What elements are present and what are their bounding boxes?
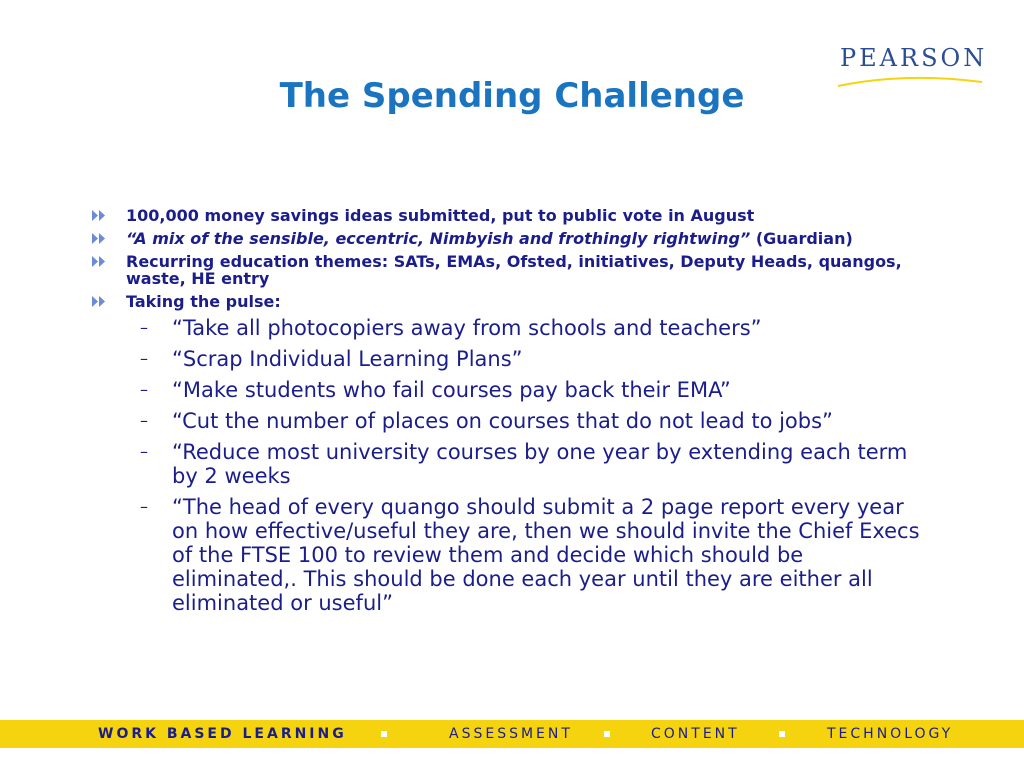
dash-bullet: – bbox=[140, 411, 148, 430]
slide-content bbox=[92, 207, 942, 622]
dash-bullet: – bbox=[140, 349, 148, 368]
bullet-item bbox=[92, 230, 942, 247]
sub-bullet-item bbox=[140, 378, 932, 402]
bullet-item bbox=[92, 293, 942, 310]
double-arrow-bullet-icon bbox=[92, 210, 108, 221]
bullet-text: Taking the pulse: bbox=[126, 292, 281, 311]
footer-content: CONTENT bbox=[651, 726, 740, 742]
double-arrow-bullet-icon bbox=[92, 256, 108, 267]
bullet-item bbox=[92, 253, 942, 287]
footer-assessment: ASSESSMENT bbox=[449, 726, 573, 742]
dash-bullet: – bbox=[140, 380, 148, 399]
bullet-text: Recurring education themes: SATs, EMAs, Ofsted, initiatives, Deputy Heads, quangos, waste, HE entry bbox=[126, 252, 902, 288]
footer-technology: TECHNOLOGY bbox=[827, 726, 954, 742]
sub-bullet-text: “Make students who fail courses pay back their EMA” bbox=[172, 378, 731, 402]
footer-bar bbox=[0, 720, 1024, 748]
bullet-quote: “A mix of the sensible, eccentric, Nimbyish and frothingly rightwing” bbox=[126, 229, 751, 248]
sub-bullet-item bbox=[140, 495, 932, 615]
footer-separator-icon bbox=[604, 731, 610, 737]
slide-title: The Spending Challenge bbox=[279, 76, 745, 116]
footer-separator-icon bbox=[381, 731, 387, 737]
sub-bullet-text: “Cut the number of places on courses that do not lead to jobs” bbox=[172, 409, 833, 433]
sub-bullet-item bbox=[140, 316, 932, 340]
logo-text: PEARSON bbox=[840, 44, 988, 72]
sub-bullet-item bbox=[140, 409, 932, 433]
bullet-source: (Guardian) bbox=[750, 229, 853, 248]
bullet-text: 100,000 money savings ideas submitted, put to public vote in August bbox=[126, 206, 755, 225]
bullet-item bbox=[92, 207, 942, 224]
sub-bullet-item bbox=[140, 347, 932, 371]
dash-bullet: – bbox=[140, 318, 148, 337]
dash-bullet: – bbox=[140, 497, 148, 516]
double-arrow-bullet-icon bbox=[92, 296, 108, 307]
sub-bullet-item bbox=[140, 440, 932, 488]
sub-bullet-text: “Reduce most university courses by one year by extending each term by 2 weeks bbox=[172, 440, 908, 488]
sub-bullet-text: “The head of every quango should submit a 2 page report every year on how effective/useful they are, then we should invite the Chief Execs of the FTSE 100 to review them and decide which should be eliminated,. This should be done each year until they are either all eliminated or useful” bbox=[172, 495, 920, 615]
footer-work-based-learning: WORK BASED LEARNING bbox=[98, 726, 347, 742]
sub-bullet-text: “Take all photocopiers away from schools and teachers” bbox=[172, 316, 762, 340]
sub-bullet-text: “Scrap Individual Learning Plans” bbox=[172, 347, 523, 371]
dash-bullet: – bbox=[140, 442, 148, 461]
footer-separator-icon bbox=[779, 731, 785, 737]
double-arrow-bullet-icon bbox=[92, 233, 108, 244]
